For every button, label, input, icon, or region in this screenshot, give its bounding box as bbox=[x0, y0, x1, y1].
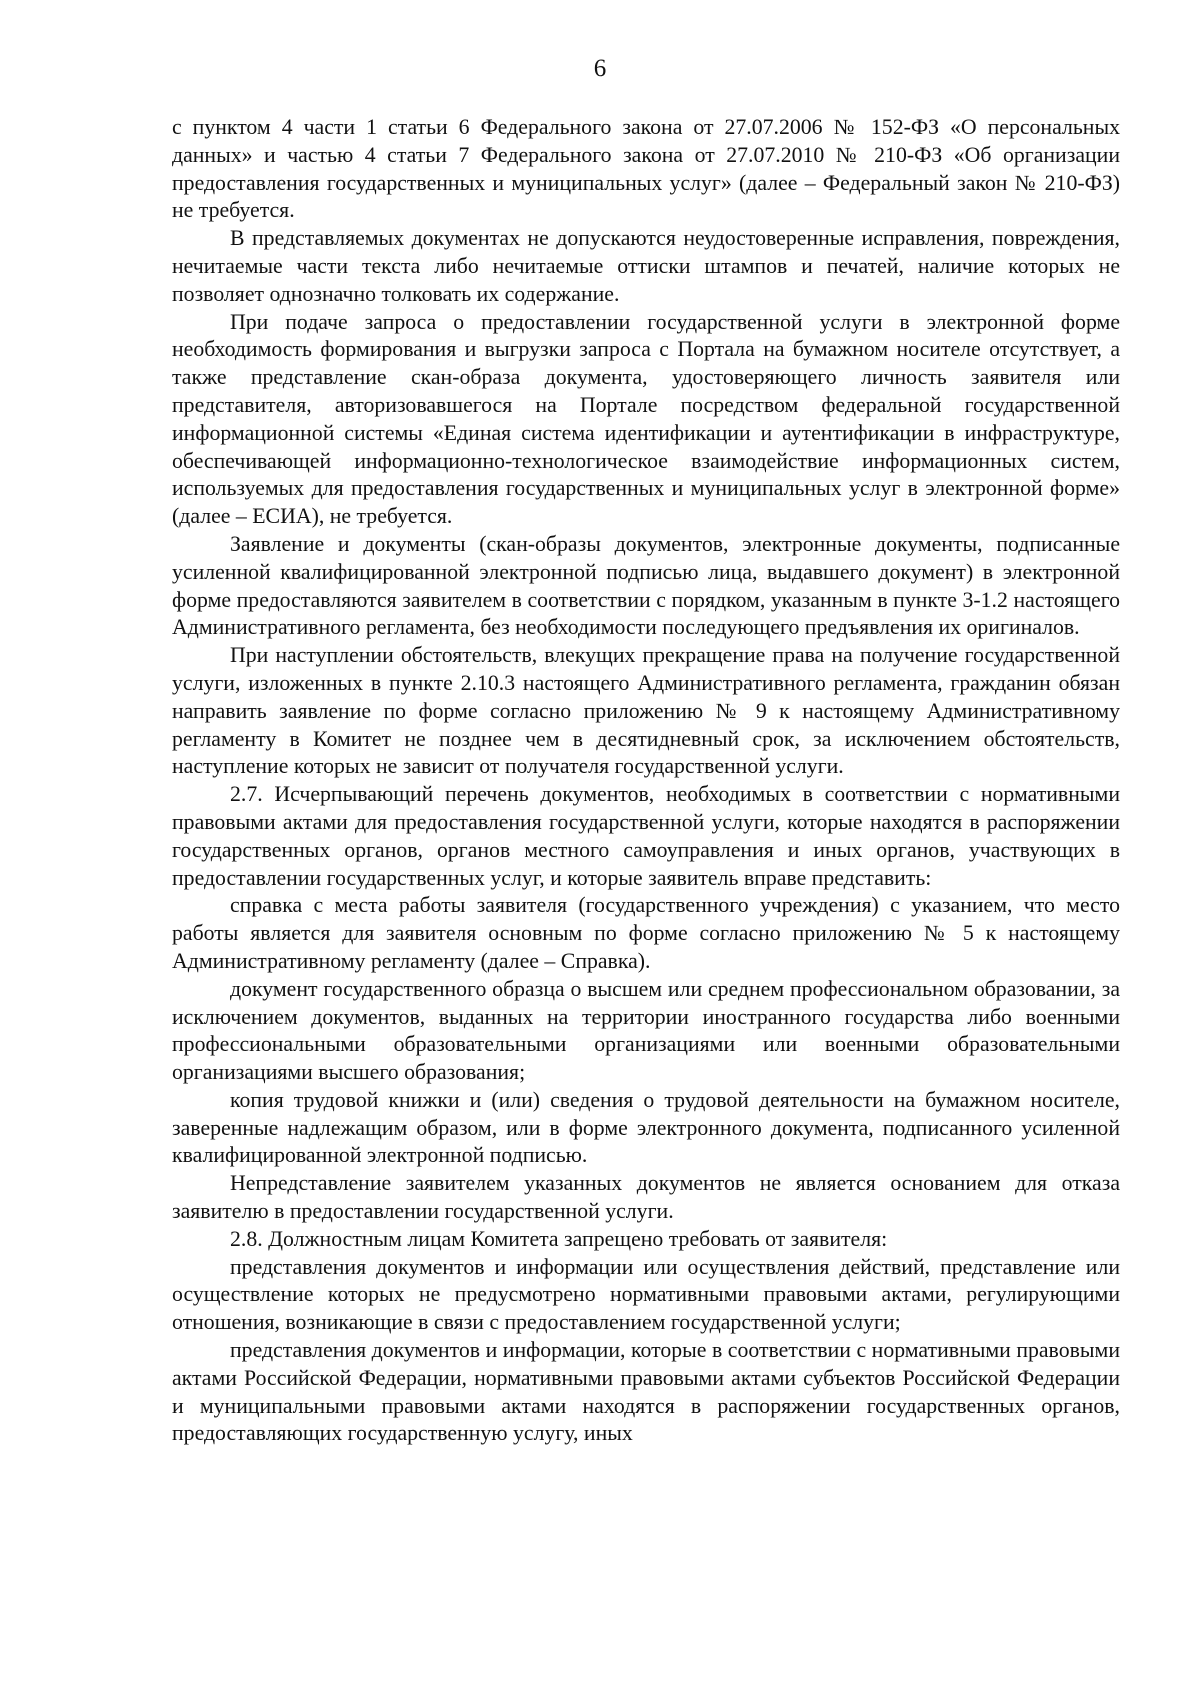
paragraph-document-corrections: В представляемых документах не допускаются неудостоверенные исправления, повреждения, нечитаемые части текста либо нечитаемые оттиски штампов и печатей, наличие которых не позволяет однозначно толковать их содержание. bbox=[172, 226, 1120, 306]
paragraph-non-submission: Непредставление заявителем указанных документов не является основанием для отказа заявителю в предоставлении государственной услуги. bbox=[172, 1171, 1120, 1224]
paragraph-section-2-7: 2.7. Исчерпывающий перечень документов, необходимых в соответствии с нормативными правовыми актами для предоставления государственной услуги, которые находятся в распоряжении государственных органов, органов местного самоуправления и иных органов, участвующих в предоставлении государственных услуг, и которые заявитель вправе представить: bbox=[172, 782, 1120, 890]
paragraph-work-record-book: копия трудовой книжки и (или) сведения о трудовой деятельности на бумажном носителе, заверенные надлежащим образом, или в форме электронного документа, подписанного усиленной квалифицированной электронной подписью. bbox=[172, 1087, 1120, 1168]
paragraph-education-document: документ государственного образца о высшем или среднем профессиональном образовании, за исключением документов, выданных на территории иностранного государства либо военными профессиональными образовательными организациями или военными образовательными организациями высшего образования; bbox=[172, 976, 1120, 1085]
paragraph-electronic-documents: Заявление и документы (скан-образы документов, электронные документы, подписанные усиленной квалифицированной электронной подписью лица, выдавшего документ) в электронной форме предоставляются заявителем в соответствии с порядком, указанным в пункте 3-1.2 настоящего Административного регламента, без необходимости последующего предъявления их оригиналов. bbox=[172, 531, 1120, 640]
paragraph-electronic-request: При подаче запроса о предоставлении государственной услуги в электронной форме необходимость формирования и выгрузки запроса с Портала на бумажном носителе отсутствует, а также представление скан-образа документа, удостоверяющего личность заявителя или представителя, авторизовавшегося на Портале посредством федеральной государственной информационной системы «Единая система идентификации и аутентификации в инфраструктуре, обеспечивающей информационно-технологическое взаимодействие информационных систем, используемых для предоставления государственных и муниципальных услуг в электронной форме» (далее – ЕСИА), не требуется. bbox=[172, 309, 1120, 529]
paragraph-employment-certificate: справка с места работы заявителя (государственного учреждения) с указанием, что место работы является для заявителя основным по форме согласно приложению № 5 к настоящему Административному регламенту (далее – Справка). bbox=[172, 893, 1120, 973]
page-number: 6 bbox=[593, 55, 607, 82]
paragraph-termination-of-right: При наступлении обстоятельств, влекущих прекращение права на получение государственной услуги, изложенных в пункте 2.10.3 настоящего Административного регламента, гражданин обязан направить заявление по форме согласно приложению № 9 к настоящему Административному регламенту в Комитет не позднее чем в десятидневный срок, за исключением обстоятельств, наступление которых не зависит от получателя государственной услуги. bbox=[172, 643, 1120, 779]
paragraph-section-2-8: 2.8. Должностным лицам Комитета запрещено требовать от заявителя: bbox=[230, 1226, 888, 1251]
paragraph-prohibition-actions: представления документов и информации или осуществления действий, представление или осуществление которых не предусмотрено нормативными правовыми актами, регулирующими отношения, возникающие в связи с предоставлением государственной услуги; bbox=[172, 1254, 1120, 1335]
paragraph-prohibition-documents: представления документов и информации, которые в соответствии с нормативными правовыми актами Российской Федерации, нормативными правовыми актами субъектов Российской Федерации и муниципальными правовыми актами находятся в распоряжении государственных органов, предоставляющих государственную услугу, иных bbox=[172, 1338, 1120, 1446]
paragraph-continuation: с пунктом 4 части 1 статьи 6 Федерального закона от 27.07.2006 № 152-ФЗ «О персональных данных» и частью 4 статьи 7 Федерального закона от 27.07.2010 № 210-ФЗ «Об организации предоставления государственных и муниципальных услуг» (далее – Федеральный закон № 210-ФЗ) не требуется. bbox=[172, 115, 1120, 223]
document-body bbox=[172, 114, 1120, 1448]
